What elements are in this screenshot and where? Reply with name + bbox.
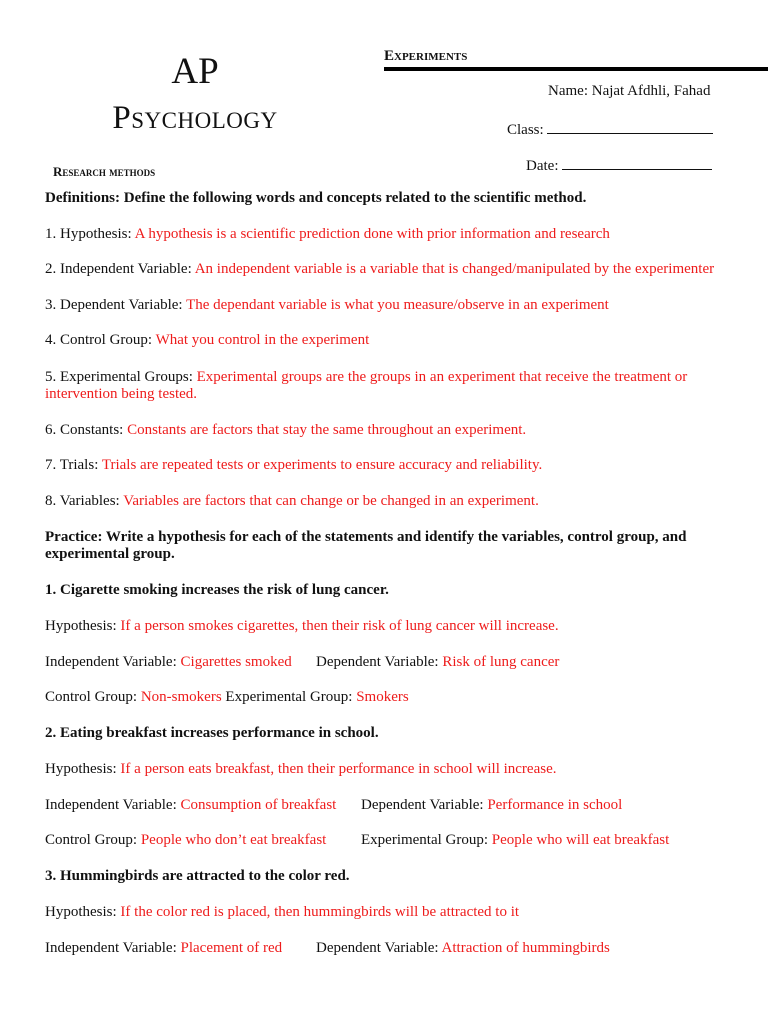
iv-answer: Placement of red (180, 940, 283, 956)
practice-independent-variable (45, 797, 336, 814)
title-psychology: Psychology (112, 100, 278, 136)
practice-statement: 2. Eating breakfast increases performance in school. (45, 725, 379, 741)
definition-label: 2. Independent Variable: (45, 261, 192, 277)
definition-item (45, 422, 526, 439)
iv-answer: Consumption of breakfast (180, 797, 337, 813)
definition-item (45, 297, 609, 314)
definition-answer: A hypothesis is a scientific prediction done with prior information and research (134, 226, 610, 242)
definition-item (45, 226, 610, 243)
iv-label: Independent Variable: (45, 940, 177, 956)
definition-answer: The dependant variable is what you measure/observe in an experiment (186, 297, 609, 313)
hypothesis-answer: If the color red is placed, then hummingbirds will be attracted to it (120, 904, 520, 920)
definition-label: 5. Experimental Groups: (45, 369, 193, 385)
definition-answer: What you control in the experiment (155, 332, 370, 348)
definition-answer: Variables are factors that can change or be changed in an experiment. (123, 493, 539, 509)
practice-heading-continued: experimental group. (45, 546, 175, 562)
experimental-label: Experimental Group: (361, 832, 489, 848)
practice-independent-variable (45, 654, 292, 671)
section-title-experiments: Experiments (384, 48, 468, 64)
hypothesis-label: Hypothesis: (45, 618, 117, 634)
title-ap: AP (171, 51, 219, 92)
practice-control-group (45, 832, 326, 849)
practice-dependent-variable (361, 797, 622, 814)
definition-answer: An independent variable is a variable that is changed/manipulated by the experimenter (194, 261, 715, 277)
definition-answer: Experimental groups are the groups in an experiment that receive the treatment or (196, 369, 688, 385)
date-label: Date: (526, 158, 559, 174)
practice-statement: 1. Cigarette smoking increases the risk of lung cancer. (45, 582, 389, 598)
iv-answer: Cigarettes smoked (180, 654, 292, 670)
definition-item (45, 261, 714, 278)
name-value: Najat Afdhli, Fahad (591, 83, 711, 99)
definition-label: 6. Constants: (45, 422, 124, 438)
header-rule (384, 67, 768, 71)
practice-heading: Practice: Write a hypothesis for each of the statements and identify the variables, control group, and (45, 529, 687, 545)
hypothesis-label: Hypothesis: (45, 904, 117, 920)
practice-groups (45, 689, 409, 706)
hypothesis-answer: If a person eats breakfast, then their performance in school will increase. (120, 761, 557, 777)
experimental-label: Experimental Group: (225, 689, 353, 705)
class-field (507, 119, 713, 139)
dv-answer: Performance in school (487, 797, 623, 813)
definition-item (45, 332, 369, 349)
practice-experimental-group (361, 832, 669, 849)
practice-dependent-variable (316, 940, 610, 957)
definition-label: 7. Trials: (45, 457, 99, 473)
definition-item (45, 493, 539, 510)
definition-answer: Trials are repeated tests or experiments to ensure accuracy and reliability. (101, 457, 543, 473)
control-answer: Non-smokers (140, 689, 222, 705)
hypothesis-label: Hypothesis: (45, 761, 117, 777)
definition-item (45, 369, 687, 386)
practice-hypothesis (45, 618, 559, 635)
definition-label: 3. Dependent Variable: (45, 297, 183, 313)
date-field (526, 155, 712, 175)
definition-answer: Constants are factors that stay the same throughout an experiment. (127, 422, 527, 438)
name-field (548, 83, 710, 100)
dv-label: Dependent Variable: (361, 797, 484, 813)
experimental-answer: People who will eat breakfast (491, 832, 670, 848)
class-label: Class: (507, 122, 544, 138)
control-label: Control Group: (45, 832, 138, 848)
practice-statement: 3. Hummingbirds are attracted to the color red. (45, 868, 350, 884)
dv-answer: Attraction of hummingbirds (441, 940, 610, 956)
experimental-answer: Smokers (356, 689, 409, 705)
definition-answer-continued: intervention being tested. (45, 386, 198, 402)
date-blank-line (562, 155, 712, 170)
control-answer: People who don’t eat breakfast (140, 832, 327, 848)
definition-label: 4. Control Group: (45, 332, 153, 348)
iv-label: Independent Variable: (45, 654, 177, 670)
practice-independent-variable (45, 940, 282, 957)
definition-item (45, 457, 542, 474)
dv-answer: Risk of lung cancer (442, 654, 560, 670)
definition-label: 1. Hypothesis: (45, 226, 132, 242)
dv-label: Dependent Variable: (316, 654, 439, 670)
definitions-heading: Definitions: Define the following words and concepts related to the scientific method. (45, 190, 587, 206)
research-methods-label: Research methods (53, 164, 156, 179)
class-blank-line (547, 119, 713, 134)
hypothesis-answer: If a person smokes cigarettes, then their risk of lung cancer will increase. (120, 618, 559, 634)
iv-label: Independent Variable: (45, 797, 177, 813)
dv-label: Dependent Variable: (316, 940, 439, 956)
practice-hypothesis (45, 904, 519, 921)
definition-label: 8. Variables: (45, 493, 120, 509)
control-label: Control Group: (45, 689, 138, 705)
name-label: Name: (548, 83, 588, 99)
practice-dependent-variable (316, 654, 559, 671)
practice-hypothesis (45, 761, 557, 778)
